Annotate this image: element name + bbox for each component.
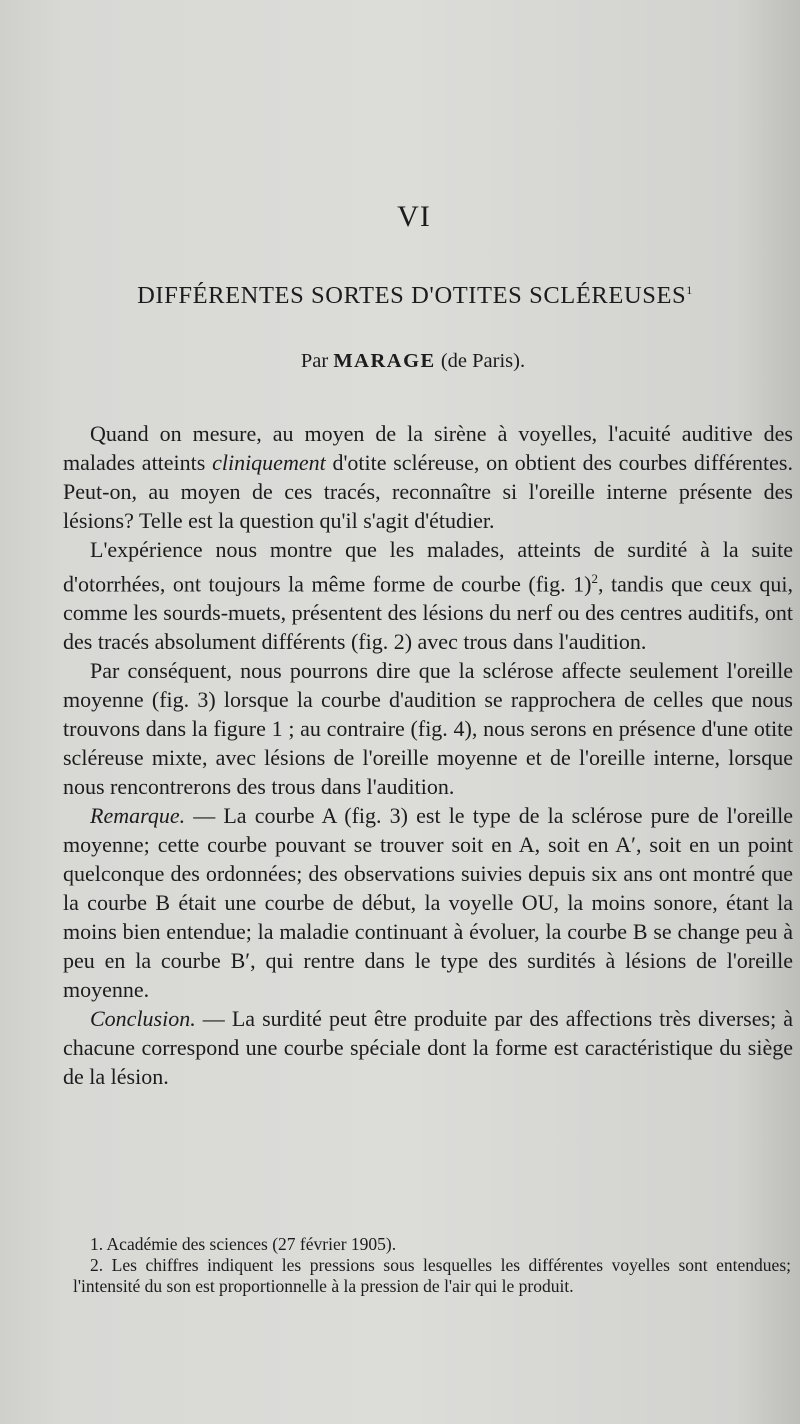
author-affiliation: (de Paris). [440, 350, 526, 372]
paragraph-conclusion [63, 1004, 793, 1091]
remarque-text: — La courbe A (fig. 3) est le type de la sclérose pure de l'oreille moyenne; cette courbe pouvant se trouver soit en A, soit en A′, soit en un point quelconque des ordonnées; des observations suivies depuis six ans ont montré que la courbe B était une courbe de début, la voyelle OU, la moins sonore, étant la moins bien entendue; la maladie continuant à évoluer, la courbe B se change peu à peu en la courbe B′, qui rentre dans le type des surdités à lésions de l'oreille moyenne. [63, 803, 793, 1003]
byline-prefix: Par [300, 350, 329, 372]
byline [0, 350, 800, 373]
title-text: DIFFÉRENTES SORTES D'OTITES SCLÉREUSES [137, 282, 687, 309]
footnote-2: 2. Les chiffres indiquent les pressions sous lesquelles les différentes voyelles sont entendues; l'intensité du son est proportionnelle à la pression de l'air qui le produit. [73, 1255, 791, 1296]
paragraph-2-text-a: L'expérience nous montre que les malades, atteints de surdité à la suite d'otorrhées, ont toujours la même forme de courbe (fig. 1) [63, 537, 793, 597]
paragraph-1 [63, 419, 793, 535]
chapter-number: VI [397, 200, 431, 233]
paragraph-3: Par conséquent, nous pourrons dire que la sclérose affecte seulement l'oreille moyenne (fig. 3) lorsque la courbe d'audition se rapprochera de celles que nous trouvons dans la figure 1 ; au contraire (fig. 4), nous serons en présence d'une otite scléreuse mixte, avec lésions de l'oreille moyenne et de l'oreille interne, lorsque nous rencontrerons des trous dans l'audition. [63, 658, 793, 800]
paragraph-1-emphasis: cliniquement [212, 450, 326, 475]
conclusion-text: — La surdité peut être produite par des affections très diverses; à chacune correspond une courbe spéciale dont la forme est caractéristique du siège de la lésion. [63, 1006, 793, 1090]
article-title [0, 282, 800, 310]
paragraph-2 [63, 535, 793, 656]
title-footnote-mark: 1 [686, 282, 693, 297]
paragraph-1-text-a: Quand on mesure, au moyen de la sirène à voyelles, l'acuité auditive des malades atteints [63, 421, 793, 475]
author-name: MARAGE [333, 350, 436, 372]
footnotes [73, 1234, 791, 1297]
paragraph-1-text-b: d'otite scléreuse, on obtient des courbes différentes. Peut-on, au moyen de ces tracés, reconnaître si l'oreille interne présente des lésions? Telle est la question qu'il s'agit d'étudier. [63, 450, 793, 533]
paragraph-2-text-b: , tandis que ceux qui, comme les sourds-muets, présentent des lésions du nerf ou des centres auditifs, ont des tracés absolument différents (fig. 2) avec trous dans l'audition. [63, 571, 793, 655]
footnote-1: 1. Académie des sciences (27 février 1905). [90, 1234, 397, 1254]
article-body [63, 419, 793, 1091]
paragraph-remarque [63, 801, 793, 1004]
paragraph-2-footnote-mark: 2 [591, 571, 598, 586]
remarque-label: Remarque. [90, 803, 186, 829]
conclusion-label: Conclusion. [90, 1006, 196, 1032]
